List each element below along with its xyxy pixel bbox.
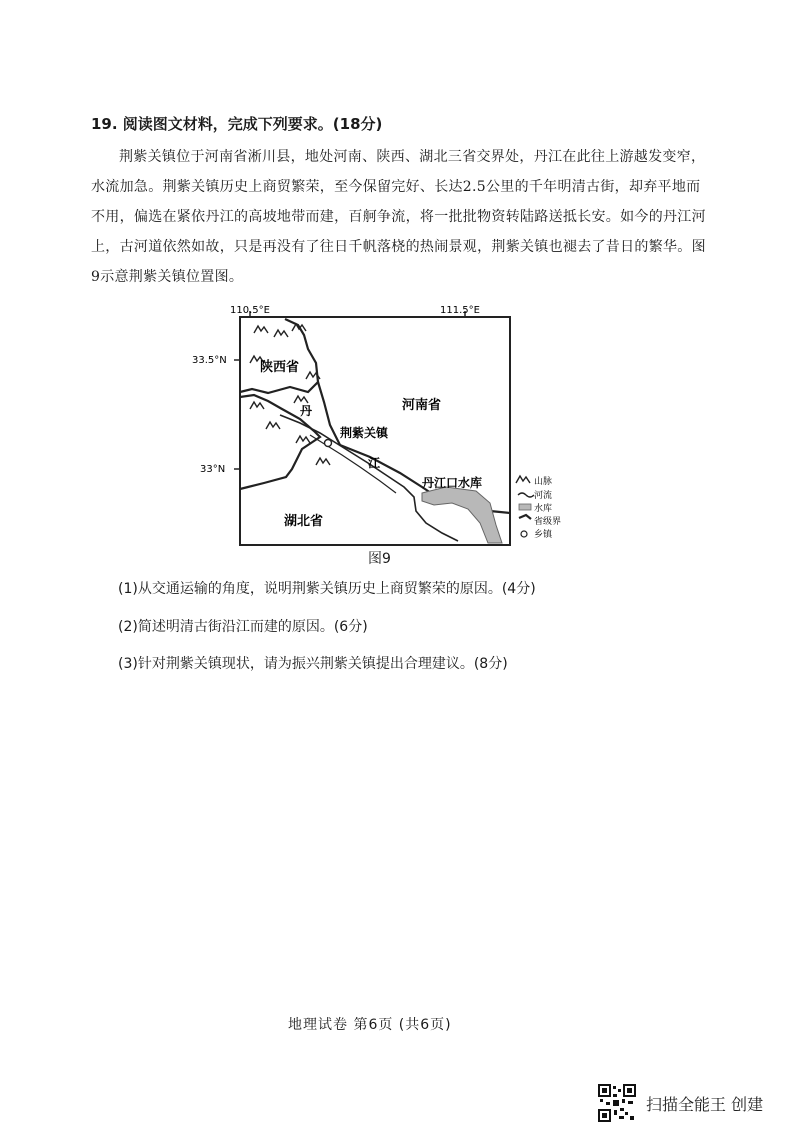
page-footer: 地理试卷 第6页 (共6页) [288,1017,452,1033]
scanner-watermark [598,1084,763,1122]
label-henan: 河南省 [402,398,442,413]
paragraph-text: 荆紫关镇位于河南省淅川县，地处河南、陕西、湖北三省交界处，丹江在此往上游越发变窄，水流加急。荆紫关镇历史上商贸繁荣，至今保留完好、长达2.5公里的千年明清古街，却弃平地而不用，偏选在紧依丹江的高坡地带而建，百舸争流，将一批批物资转陆路送抵长安。如今的丹江河上，古河道依然如故，只是再没有了往日千帆落桡的热闹景观，荆紫关镇也褪去了昔日的繁华。图9示意荆紫关镇位置图。 [91,149,706,285]
legend-reservoir: 水库 [534,504,553,514]
boundary-shaanxi-north [240,319,318,393]
label-shaanxi: 陕西省 [260,360,300,375]
legend-boundary: 省级界 [534,517,562,527]
label-dan: 丹 [300,404,313,418]
lon-label-1: 110.5°E [230,305,270,316]
label-reservoir: 丹江口水库 [422,476,483,490]
boundary-henan-west [318,382,340,445]
sub-question-1: (1)从交通运输的角度，说明荆紫关镇历史上商贸繁荣的原因。(4分) [118,581,536,597]
map-svg [190,297,562,577]
sub-question-3: (3)针对荆紫关镇现状，请为振兴荆紫关镇提出合理建议。(8分) [118,656,508,672]
location-map [190,297,562,577]
scanner-text: 扫描全能王 创建 [646,1094,764,1114]
lat-label-1: 33.5°N [192,355,227,366]
lon-label-2: 111.5°E [440,305,480,316]
lat-label-2: 33°N [200,464,226,475]
material-paragraph [91,142,711,292]
legend-town: 乡镇 [534,530,553,540]
question-title: 19. 阅读图文材料，完成下列要求。(18分) [91,115,383,133]
label-jiang: 江 [368,456,381,470]
map-legend [516,475,561,540]
figure-caption: 图9 [368,551,391,567]
town-marker [325,440,332,447]
qr-code-icon [598,1084,636,1122]
legend-mountain: 山脉 [534,477,553,487]
danjiangkou-reservoir [422,487,502,543]
legend-river: 河流 [534,491,553,501]
label-town: 荆紫关镇 [340,426,389,440]
sub-question-2: (2)简述明清古街沿江而建的原因。(6分) [118,619,368,635]
label-hubei: 湖北省 [284,514,324,529]
